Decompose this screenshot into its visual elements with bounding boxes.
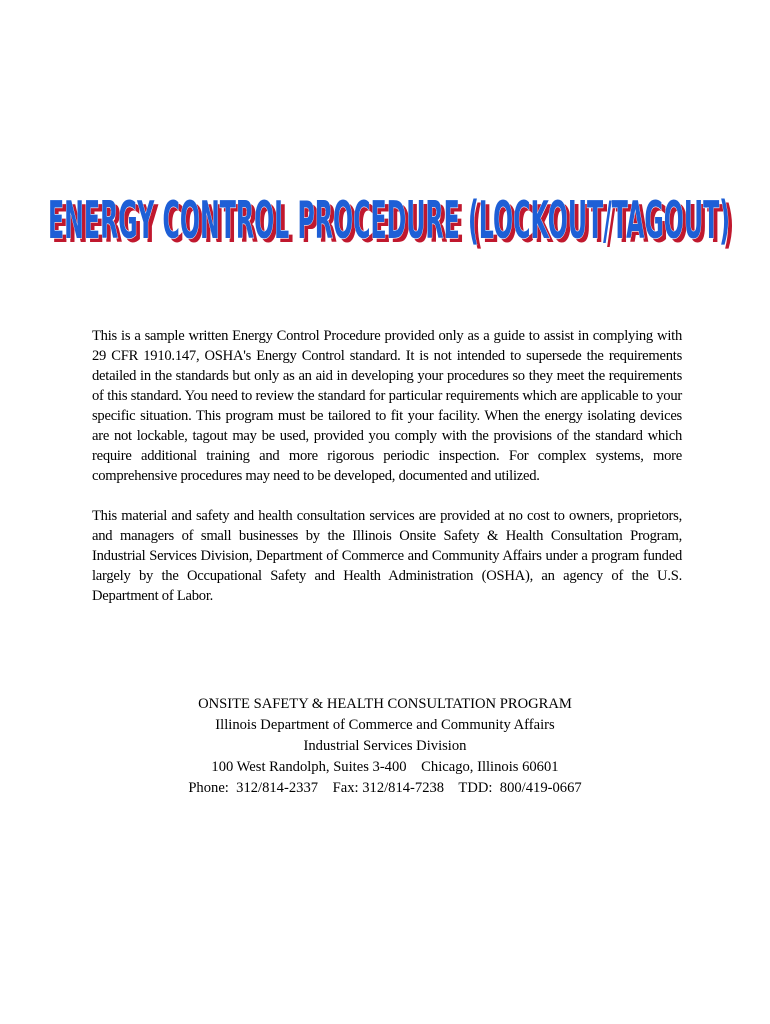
document-title — [44, 180, 734, 252]
intro-text — [92, 326, 682, 626]
contact-block — [92, 694, 678, 799]
paragraph-purpose: This is a sample written Energy Control Procedure provided only as a guide to assist in complying with 29 CFR 1910.147, OSHA's Energy Control standard. It is not intended to supersede the requirements detailed in the standards but only as an aid in developing your procedures so they meet the requirements of this standard. You need to review the standard for particular requirements which are applicable to your specific situation. This program must be tailored to fit your facility. When the energy isolating devices are not lockable, tagout may be used, provided you comply with the provisions of the standard which require additional training and more rigorous periodic inspection. For complex systems, more comprehensive procedures may need to be developed, documented and utilized. — [92, 328, 682, 484]
paragraph-funding: This material and safety and health consultation services are provided at no cost to owners, proprietors, and managers of small businesses by the Illinois Onsite Safety & Health Consultation Program, Industrial Services Division, Department of Commerce and Community Affairs under a program funded largely by the Occupational Safety and Health Administration (OSHA), an agency of the U.S. Department of Labor. — [92, 508, 682, 604]
department-name: Illinois Department of Commerce and Community Affairs — [215, 717, 555, 733]
title-main: ENERGY CONTROL PROCEDURE (LOCKOUT/TAGOUT) — [48, 191, 730, 251]
title-shadow: ENERGY CONTROL PROCEDURE (LOCKOUT/TAGOUT) — [52, 195, 734, 252]
address: 100 West Randolph, Suites 3-400 Chicago, Illinois 60601 — [211, 759, 559, 775]
division-name: Industrial Services Division — [303, 738, 467, 754]
phone-numbers: Phone: 312/814-2337 Fax: 312/814-7238 TDD: 800/419-0667 — [188, 780, 582, 796]
program-name: ONSITE SAFETY & HEALTH CONSULTATION PROGRAM — [198, 696, 572, 712]
title-wordart — [44, 180, 734, 252]
